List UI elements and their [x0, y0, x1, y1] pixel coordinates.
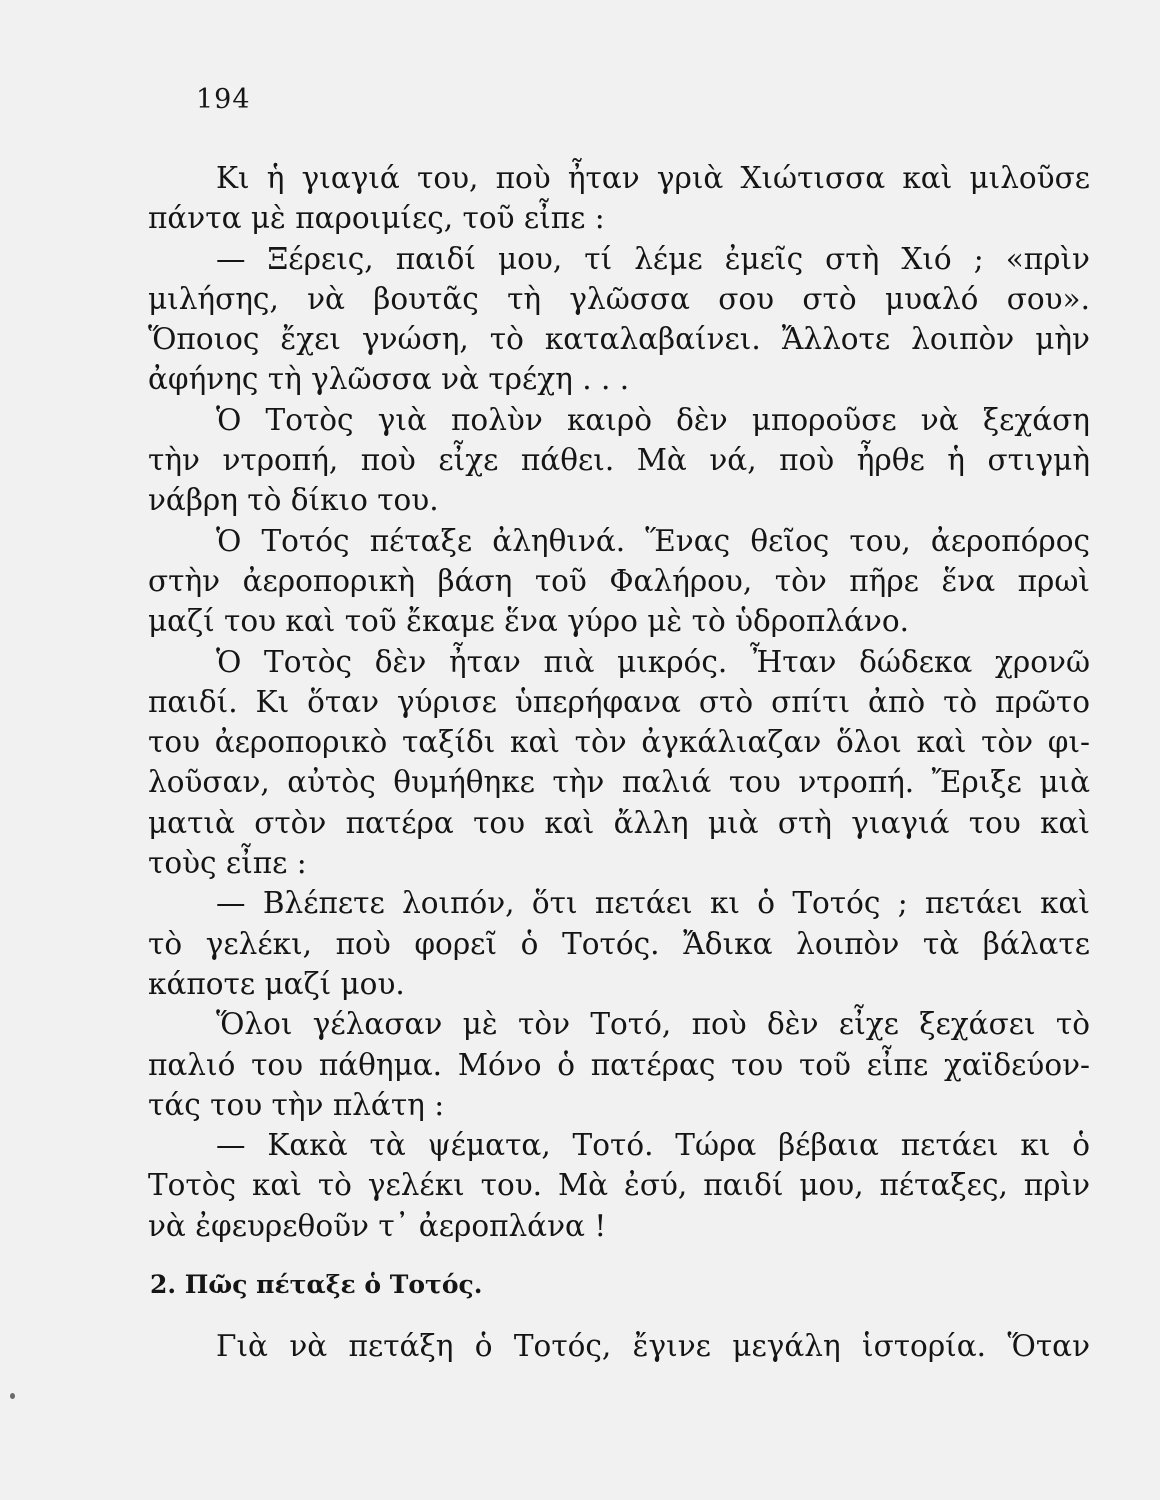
text-line: Ὁ Τοτὸς γιὰ πολὺν καιρὸ δὲν μποροῦσε νὰ ξεχάση	[216, 402, 1090, 437]
text-line: του ἀεροπορικὸ ταξίδι καὶ τὸν ἀγκάλιαζαν ὅλοι καὶ τὸν φι-	[148, 725, 1090, 760]
text-line: τοὺς εἶπε :	[148, 846, 307, 881]
text-line: Γιὰ νὰ πετάξη ὁ Τοτός, ἔγινε μεγάλη ἱστορία. Ὅταν	[216, 1329, 1090, 1363]
text-line: κάποτε μαζί μου.	[148, 966, 405, 1001]
text-line: τὸ γελέκι, ποὺ φορεῖ ὁ Τοτός. Ἄδικα λοιπὸν τὰ βάλατε	[148, 926, 1090, 961]
text-line: νὰ ἐφευρεθοῦν τ᾽ ἀεροπλάνα !	[148, 1208, 607, 1243]
text-line: παλιό του πάθημα. Μόνο ὁ πατέρας του τοῦ εἶπε χαϊδεύον-	[148, 1047, 1090, 1082]
text-line: — Κακὰ τὰ ψέματα, Τοτό. Τώρα βέβαια πετάει κι ὁ	[216, 1128, 1090, 1163]
section-heading: 2. Πῶς πέταξε ὁ Τοτός.	[150, 1270, 483, 1299]
text-line: ματιὰ στὸν πατέρα του καὶ ἄλλη μιὰ στὴ γιαγιά του καὶ	[148, 805, 1090, 840]
print-speck	[10, 1393, 15, 1399]
text-line: στὴν ἀεροπορικὴ βάση τοῦ Φαλήρου, τὸν πῆρε ἕνα πρωὶ	[148, 563, 1090, 598]
text-line: Ὅλοι γέλασαν μὲ τὸν Τοτό, ποὺ δὲν εἶχε ξεχάσει τὸ	[216, 1007, 1090, 1042]
text-line: Ὁ Τοτός πέταξε ἀληθινά. Ἕνας θεῖος του, ἀεροπόρος	[216, 523, 1090, 558]
text-line: Τοτὸς καὶ τὸ γελέκι του. Μὰ ἐσύ, παιδί μου, πέταξες, πρὶν	[148, 1168, 1090, 1203]
text-line: πάντα μὲ παροιμίες, τοῦ εἶπε :	[148, 201, 605, 236]
text-line: — Βλέπετε λοιπόν, ὅτι πετάει κι ὁ Τοτός ; πετάει καὶ	[216, 886, 1090, 921]
text-line: τὴν ντροπή, ποὺ εἶχε πάθει. Μὰ νά, ποὺ ἦρθε ἡ στιγμὴ	[148, 443, 1090, 478]
text-line: λοῦσαν, αὐτὸς θυμήθηκε τὴν παλιά του ντροπή. Ἔριξε μιὰ	[148, 765, 1090, 800]
text-line: τάς του τὴν πλάτη :	[148, 1087, 445, 1122]
page-number: 194	[196, 84, 251, 115]
text-line: Ὁ Τοτὸς δὲν ἦταν πιὰ μικρός. Ἦταν δώδεκα χρονῶ	[216, 644, 1090, 679]
text-line: ἀφήνης τὴ γλῶσσα νὰ τρέχη . . .	[148, 362, 630, 397]
text-line: Κι ἡ γιαγιά του, ποὺ ἦταν γριὰ Χιώτισσα καὶ μιλοῦσε	[216, 161, 1090, 195]
text-line: νάβρη τὸ δίκιο του.	[148, 483, 439, 518]
text-line: παιδί. Κι ὅταν γύρισε ὑπερήφανα στὸ σπίτι ἀπὸ τὸ πρῶτο	[148, 684, 1090, 719]
text-line: — Ξέρεις, παιδί μου, τί λέμε ἐμεῖς στὴ Χιό ; «πρὶν	[216, 241, 1090, 276]
text-line: μαζί του καὶ τοῦ ἔκαμε ἕνα γύρο μὲ τὸ ὑδροπλάνο.	[148, 604, 909, 639]
text-line: Ὅποιος ἔχει γνώση, τὸ καταλαβαίνει. Ἄλλοτε λοιπὸν μὴν	[148, 322, 1090, 357]
body-text	[148, 158, 1090, 1246]
text-line: μιλήσης, νὰ βουτᾶς τὴ γλῶσσα σου στὸ μυαλό σου».	[148, 281, 1090, 316]
